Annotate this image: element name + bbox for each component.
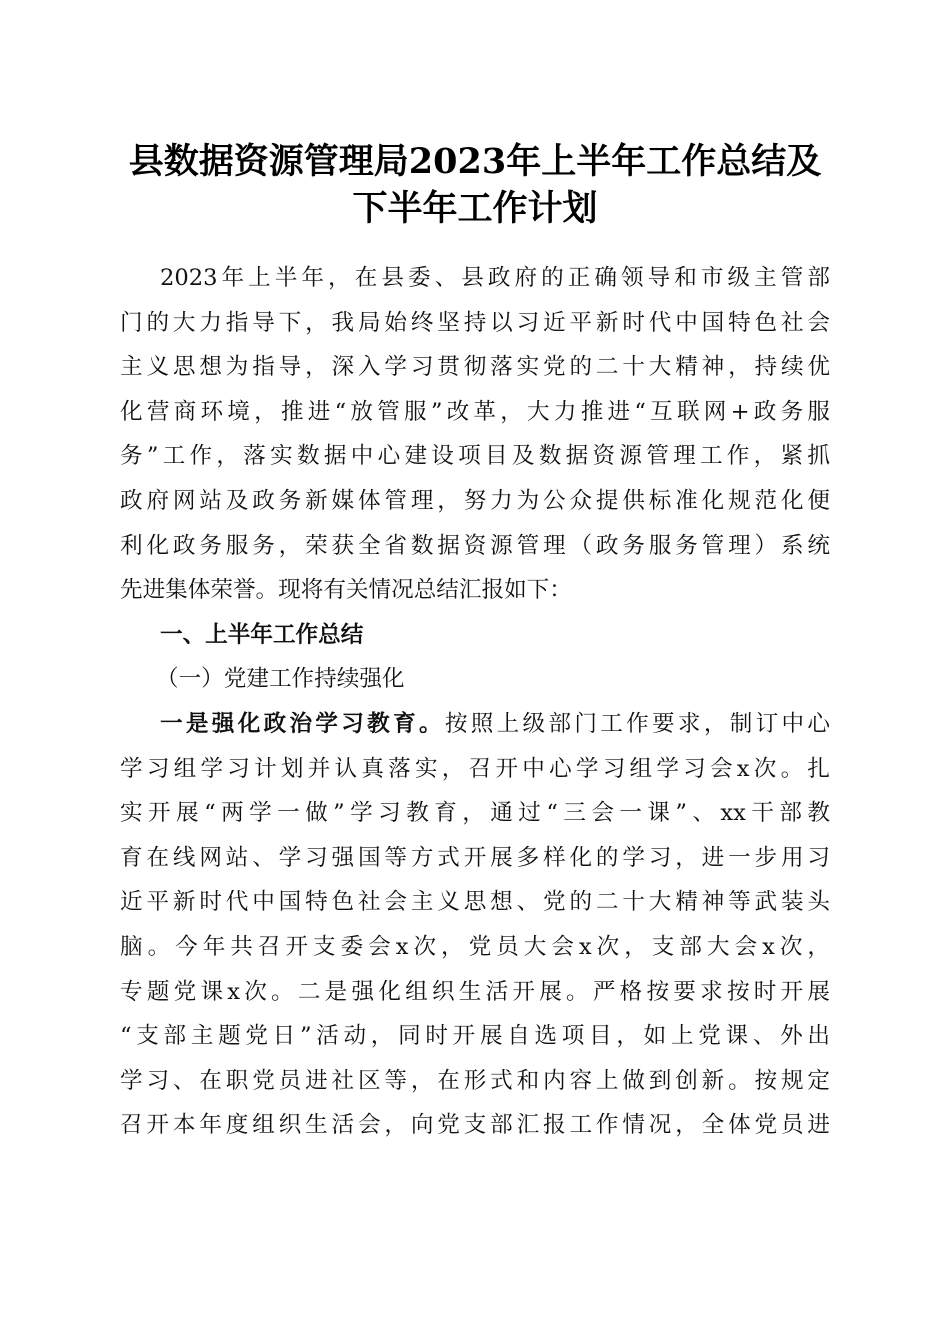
section-line-9: 学习、在职党员进社区等，在形式和内容上做到创新。按规定 bbox=[120, 1067, 830, 1094]
intro-line-7: 利化政务服务，荣获全省数据资源管理（政务服务管理）系统 bbox=[120, 532, 830, 559]
title-line-2: 下半年工作计划 bbox=[352, 188, 598, 229]
section-heading: 一、上半年工作总结 bbox=[160, 621, 364, 648]
section-line-1-rest: 按照上级部门工作要求，制订中心 bbox=[444, 710, 831, 737]
section-line-3: 实开展“两学一做”学习教育，通过“三会一课”、xx干部教 bbox=[120, 800, 830, 827]
section-line-2: 学习组学习计划并认真落实，召开中心学习组学习会x次。扎 bbox=[120, 755, 830, 782]
section-line-4: 育在线网站、学习强国等方式开展多样化的学习，进一步用习 bbox=[120, 844, 830, 871]
intro-line-6: 政府网站及政务新媒体管理，努力为公众提供标准化规范化便 bbox=[120, 487, 830, 514]
section-line-5: 近平新时代中国特色社会主义思想、党的二十大精神等武装头 bbox=[120, 889, 830, 916]
section-line-6: 脑。今年共召开支委会x次，党员大会x次，支部大会x次， bbox=[120, 933, 830, 960]
section-lead: 一是强化政治学习教育。 bbox=[160, 710, 445, 737]
section-line-10: 召开本年度组织生活会，向党支部汇报工作情况，全体党员进 bbox=[120, 1112, 830, 1139]
intro-line-1: 2023年上半年，在县委、县政府的正确领导和市级主管部 bbox=[160, 265, 830, 291]
document-title bbox=[100, 138, 850, 232]
section-line-7: 专题党课x次。二是强化组织生活开展。严格按要求按时开展 bbox=[120, 978, 830, 1005]
subsection-heading: （一）党建工作持续强化 bbox=[156, 666, 405, 693]
intro-line-3: 主义思想为指导，深入学习贯彻落实党的二十大精神，持续优 bbox=[120, 354, 830, 381]
section-line-8: “支部主题党日”活动，同时开展自选项目，如上党课、外出 bbox=[120, 1023, 830, 1050]
intro-line-5: 务”工作，落实数据中心建设项目及数据资源管理工作，紧抓 bbox=[120, 443, 830, 470]
intro-line-4: 化营商环境，推进“放管服”改革，大力推进“互联网+政务服 bbox=[120, 398, 830, 425]
intro-line-2: 门的大力指导下，我局始终坚持以习近平新时代中国特色社会 bbox=[120, 309, 830, 336]
title-line-1: 县数据资源管理局2023年上半年工作总结及 bbox=[128, 141, 822, 182]
intro-line-8: 先进集体荣誉。现将有关情况总结汇报如下： bbox=[120, 577, 572, 604]
document-body bbox=[120, 256, 830, 1148]
section-line-1 bbox=[120, 702, 830, 747]
